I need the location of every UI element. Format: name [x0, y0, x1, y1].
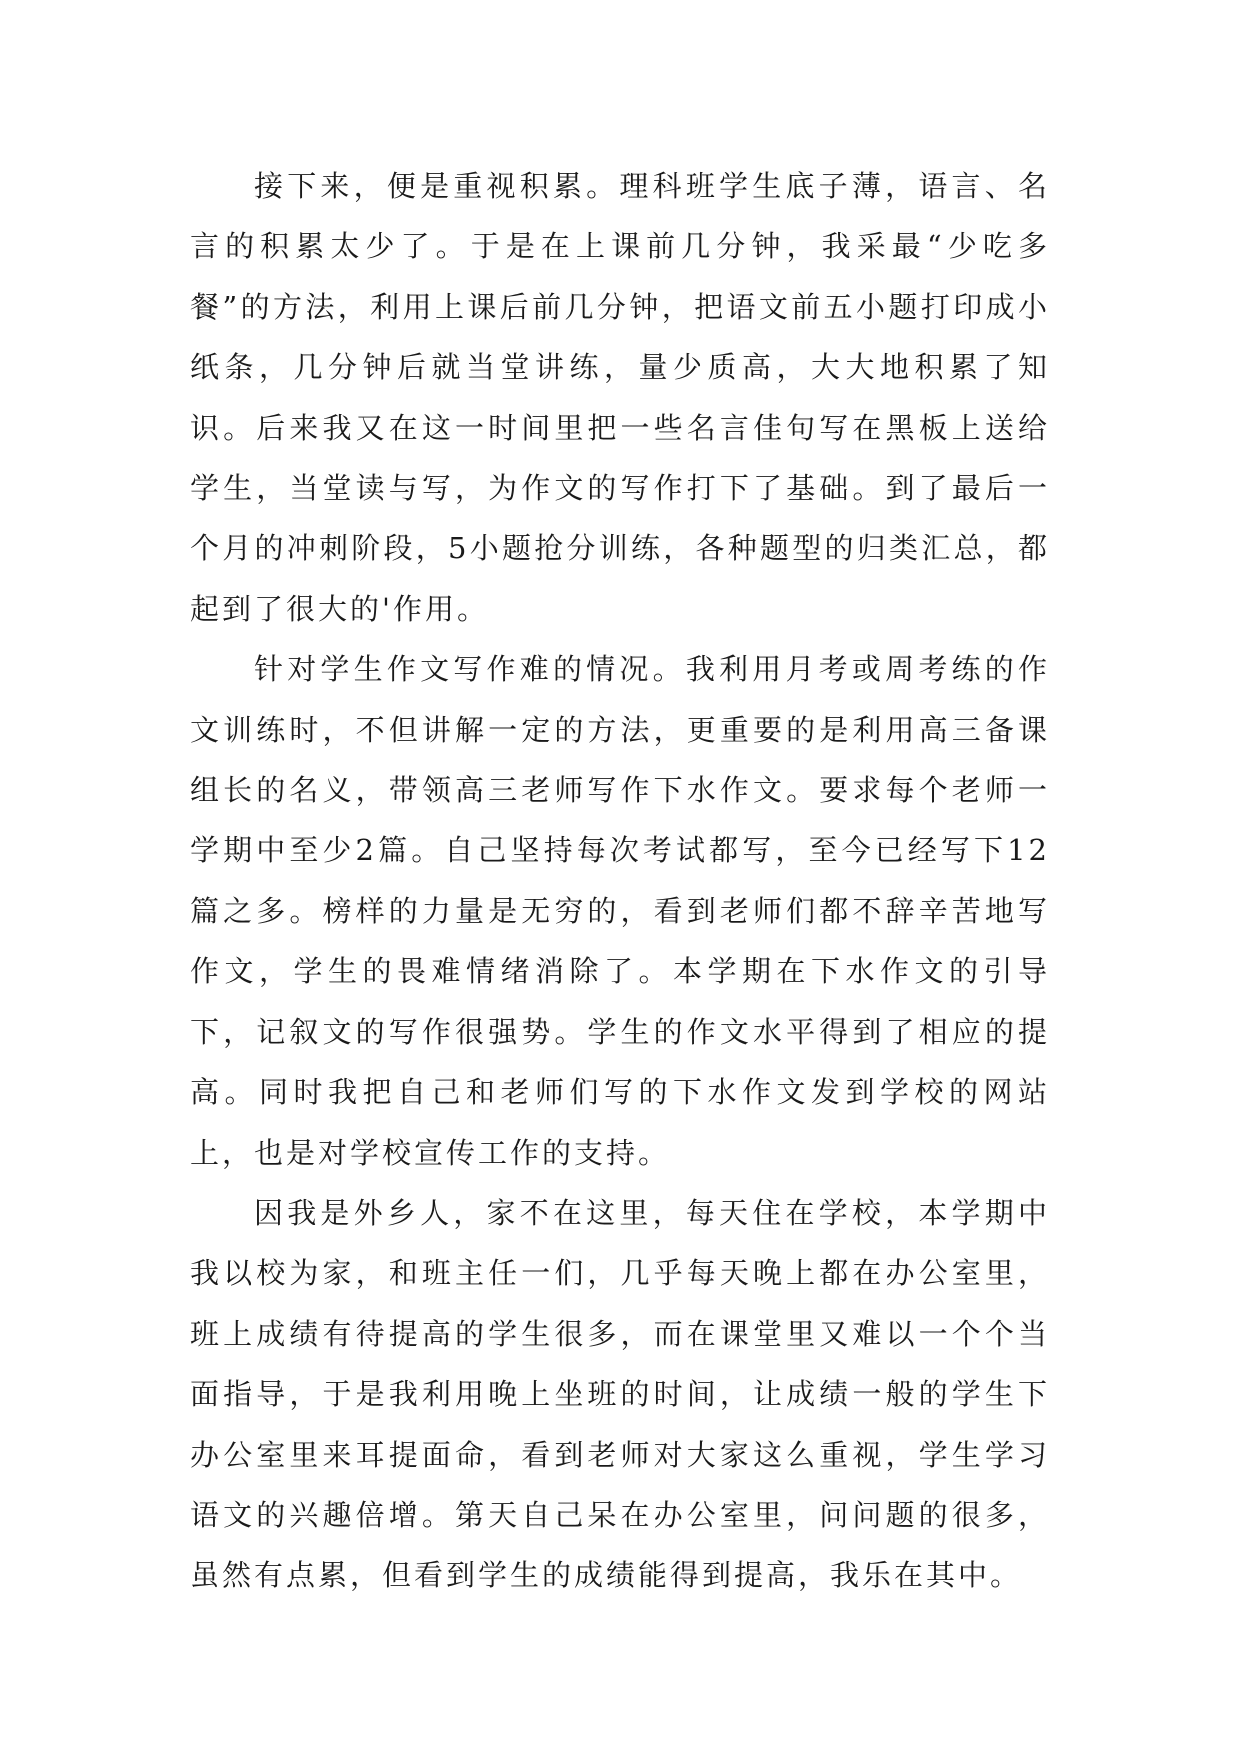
paragraph-tutoring: 因我是外乡人，家不在这里，每天住在学校，本学期中我以校为家，和班主任一们，几乎每天晚上都在办公室里，班上成绩有待提高的学生很多，而在课堂里又难以一个个当面指导，于是我利用晚上坐班的时间，让成绩一般的学生下办公室里来耳提面命，看到老师对大家这么重视，学生学习语文的兴趣倍增。第天自己呆在办公室里，问问题的很多，虽然有点累，但看到学生的成绩能得到提高，我乐在其中。 [190, 1195, 1050, 1593]
paragraph-accumulation: 接下来，便是重视积累。理科班学生底子薄，语言、名言的积累太少了。于是在上课前几分钟，我采最“少吃多餐”的方法，利用上课后前几分钟，把语文前五小题打印成小纸条，几分钟后就当堂讲练，量少质高，大大地积累了知识。后来我又在这一时间里把一些名言佳句写在黑板上送给学生，当堂读与写，为作文的写作打下了基础。到了最后一个月的冲刺阶段，5小题抢分训练，各种题型的归类汇总，都起到了很大的'作用。 [190, 169, 1050, 626]
paragraph-composition: 针对学生作文写作难的情况。我利用月考或周考练的作文训练时，不但讲解一定的方法，更重要的是利用高三备课组长的名义，带领高三老师写作下水作文。要求每个老师一学期中至少2篇。自己坚持每次考试都写，至今已经写下12篇之多。榜样的力量是无穷的，看到老师们都不辞辛苦地写作文，学生的畏难情绪消除了。本学期在下水作文的引导下，记叙文的写作很强势。学生的作文水平得到了相应的提高。同时我把自己和老师们写的下水作文发到学校的网站上，也是对学校宣传工作的支持。 [190, 652, 1050, 1170]
document-body [190, 156, 1050, 1606]
